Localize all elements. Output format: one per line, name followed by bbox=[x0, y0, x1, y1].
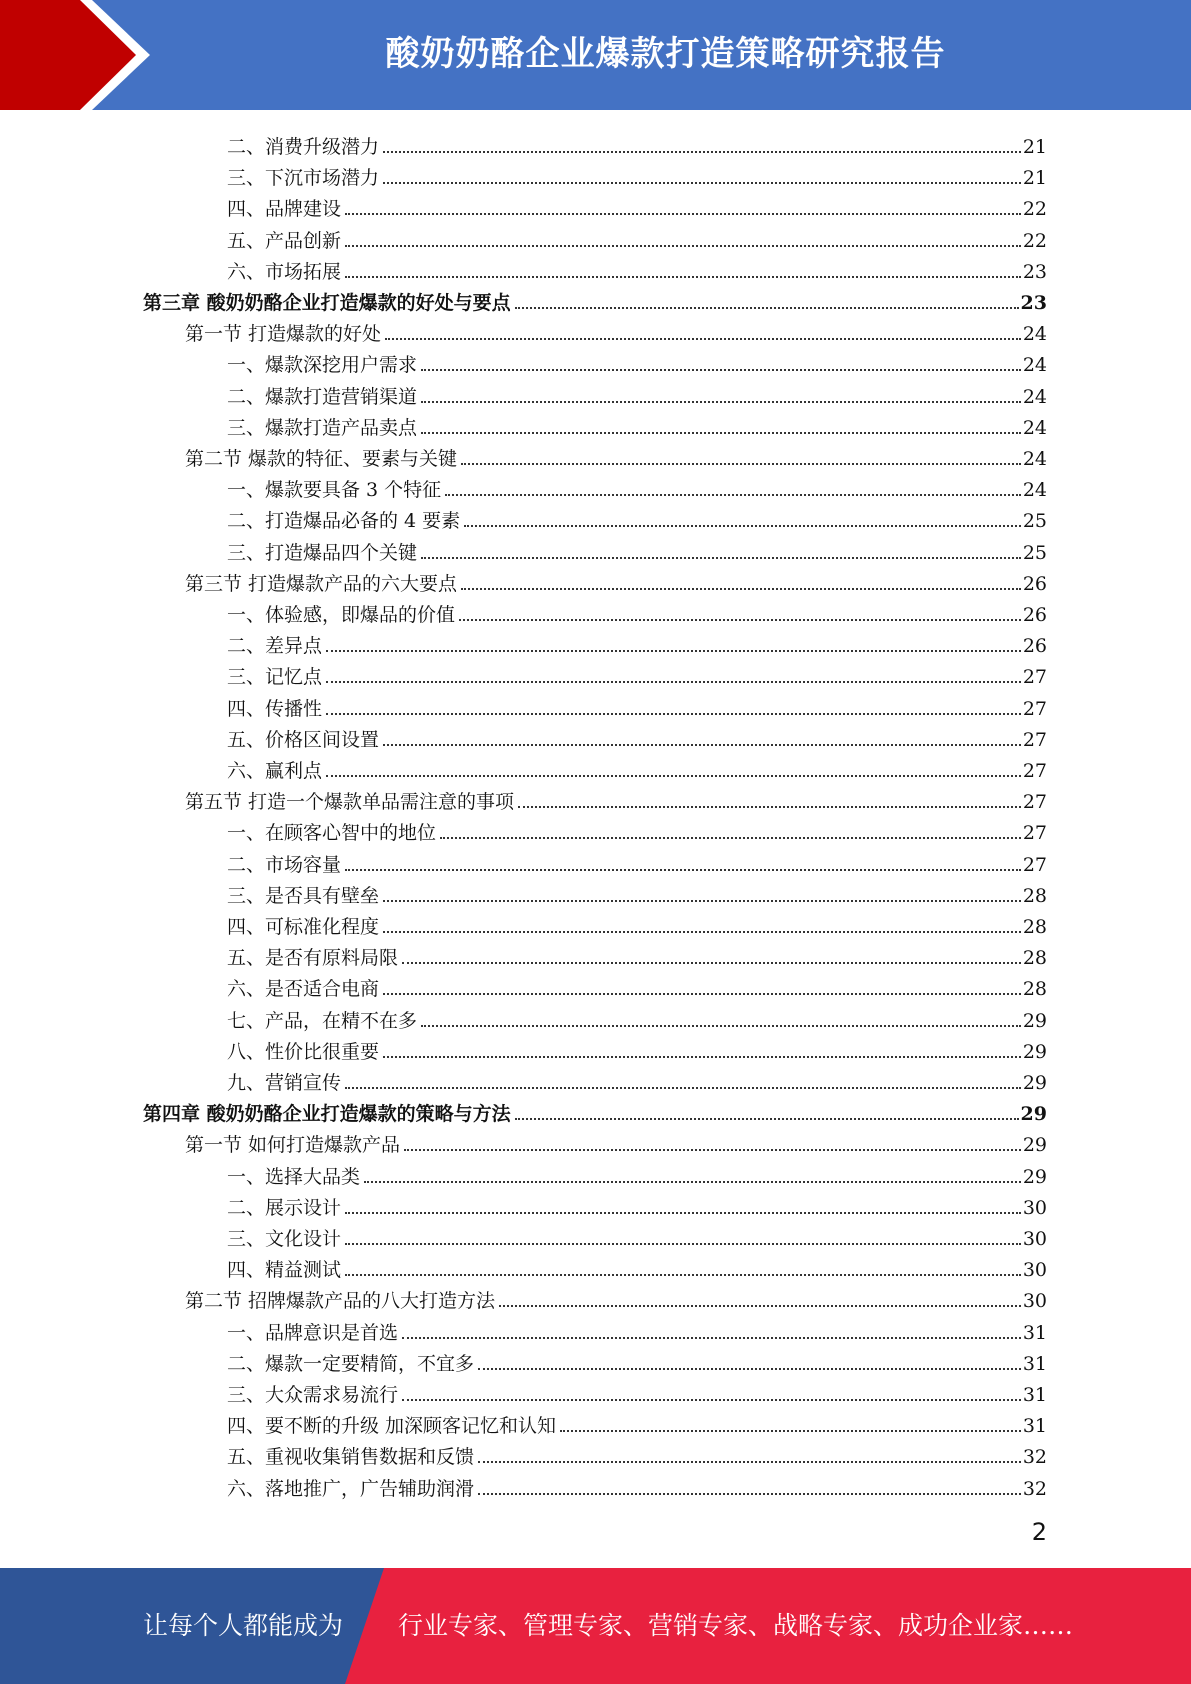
toc-entry-label: 三、打造爆品四个关键 bbox=[227, 542, 418, 564]
toc-entry-label: 五、是否有原料局限 bbox=[227, 947, 399, 969]
toc-entry[interactable] bbox=[227, 1469, 1047, 1500]
toc-entry[interactable] bbox=[227, 876, 1047, 907]
toc-entry-label: 四、精益测试 bbox=[227, 1259, 342, 1281]
toc-entry-label: 三、大众需求易流行 bbox=[227, 1384, 399, 1406]
toc-entry-label: 三、下沉市场潜力 bbox=[227, 167, 380, 189]
toc-entry-page: 21 bbox=[1022, 136, 1047, 158]
toc-entry[interactable] bbox=[227, 657, 1047, 688]
footer-slogan-left: 让每个人都能成为 bbox=[143, 1611, 344, 1640]
toc-entry[interactable] bbox=[185, 314, 1047, 345]
toc-entry-page: 29 bbox=[1022, 1041, 1047, 1063]
toc-entry-label: 一、爆款深挖用户需求 bbox=[227, 354, 418, 376]
toc-entry-page: 30 bbox=[1022, 1259, 1047, 1281]
toc-entry[interactable] bbox=[227, 470, 1047, 501]
toc-entry[interactable] bbox=[227, 408, 1047, 439]
toc-entry-label: 三、记忆点 bbox=[227, 666, 323, 688]
toc-entry-page: 27 bbox=[1022, 729, 1047, 751]
toc-entry-page: 27 bbox=[1022, 760, 1047, 782]
toc-entry[interactable] bbox=[227, 626, 1047, 657]
page-number: 2 bbox=[1031, 1518, 1047, 1546]
toc-entry-page: 29 bbox=[1022, 1010, 1047, 1032]
toc-entry[interactable] bbox=[227, 127, 1047, 158]
toc-entry-page: 26 bbox=[1022, 604, 1047, 626]
toc-entry-label: 七、产品，在精不在多 bbox=[227, 1010, 418, 1032]
toc-dot-leader bbox=[421, 557, 1021, 559]
toc-entry-label: 二、消费升级潜力 bbox=[227, 136, 380, 158]
toc-entry-page: 29 bbox=[1022, 1134, 1047, 1156]
toc-entry-page: 23 bbox=[1020, 292, 1047, 314]
toc-dot-leader bbox=[383, 151, 1021, 153]
toc-entry-label: 四、传播性 bbox=[227, 698, 323, 720]
toc-dot-leader bbox=[345, 1212, 1021, 1214]
toc-entry-page: 24 bbox=[1022, 417, 1047, 439]
toc-entry-label: 五、价格区间设置 bbox=[227, 729, 380, 751]
toc-entry-page: 26 bbox=[1022, 635, 1047, 657]
toc-entry-label: 六、落地推广，广告辅助润滑 bbox=[227, 1478, 475, 1500]
toc-entry[interactable] bbox=[227, 345, 1047, 376]
toc-dot-leader bbox=[383, 1056, 1021, 1058]
toc-entry-page: 27 bbox=[1022, 698, 1047, 720]
toc-entry-page: 24 bbox=[1022, 354, 1047, 376]
toc-entry[interactable] bbox=[227, 221, 1047, 252]
toc-entry[interactable] bbox=[143, 283, 1047, 314]
toc-entry-label: 二、打造爆品必备的 4 要素 bbox=[227, 510, 461, 532]
toc-entry-page: 28 bbox=[1022, 885, 1047, 907]
toc-entry[interactable] bbox=[227, 1375, 1047, 1406]
toc-dot-leader bbox=[478, 1461, 1021, 1463]
toc-entry-label: 六、是否适合电商 bbox=[227, 978, 380, 1000]
toc-dot-leader bbox=[345, 245, 1021, 247]
toc-entry-page: 24 bbox=[1022, 479, 1047, 501]
toc-entry[interactable] bbox=[227, 1157, 1047, 1188]
toc-entry[interactable] bbox=[185, 1125, 1047, 1156]
toc-entry[interactable] bbox=[227, 907, 1047, 938]
toc-entry[interactable] bbox=[227, 1188, 1047, 1219]
toc-entry-page: 22 bbox=[1022, 230, 1047, 252]
toc-entry[interactable] bbox=[227, 189, 1047, 220]
toc-entry[interactable] bbox=[227, 252, 1047, 283]
toc-entry-label: 二、差异点 bbox=[227, 635, 323, 657]
toc-entry-label: 第三章 酸奶奶酪企业打造爆款的好处与要点 bbox=[143, 292, 511, 314]
toc-entry-page: 30 bbox=[1022, 1290, 1047, 1312]
page-header bbox=[0, 0, 1191, 110]
toc-entry-page: 29 bbox=[1022, 1166, 1047, 1188]
toc-entry[interactable] bbox=[227, 689, 1047, 720]
toc-dot-leader bbox=[515, 307, 1019, 309]
toc-entry[interactable] bbox=[227, 377, 1047, 408]
toc-dot-leader bbox=[402, 1337, 1021, 1339]
toc-dot-leader bbox=[402, 962, 1021, 964]
toc-dot-leader bbox=[421, 1025, 1021, 1027]
toc-dot-leader bbox=[478, 1368, 1021, 1370]
toc-entry[interactable] bbox=[227, 1001, 1047, 1032]
toc-entry-page: 21 bbox=[1022, 167, 1047, 189]
toc-entry[interactable] bbox=[143, 1094, 1047, 1125]
toc-entry-label: 二、展示设计 bbox=[227, 1197, 342, 1219]
toc-entry-label: 三、爆款打造产品卖点 bbox=[227, 417, 418, 439]
toc-entry-label: 第二节 爆款的特征、要素与关键 bbox=[185, 448, 458, 470]
toc-entry-page: 30 bbox=[1022, 1228, 1047, 1250]
toc-entry-page: 31 bbox=[1022, 1415, 1047, 1437]
toc-entry-page: 25 bbox=[1022, 510, 1047, 532]
toc-entry-label: 二、市场容量 bbox=[227, 854, 342, 876]
toc-entry[interactable] bbox=[185, 564, 1047, 595]
toc-dot-leader bbox=[404, 1149, 1021, 1151]
toc-dot-leader bbox=[461, 463, 1021, 465]
toc-entry[interactable] bbox=[227, 938, 1047, 969]
toc-entry-page: 29 bbox=[1022, 1072, 1047, 1094]
toc-entry[interactable] bbox=[227, 1219, 1047, 1250]
toc-entry-page: 32 bbox=[1022, 1446, 1047, 1468]
toc-entry[interactable] bbox=[227, 1344, 1047, 1375]
toc-entry-page: 28 bbox=[1022, 916, 1047, 938]
toc-entry-label: 一、在顾客心智中的地位 bbox=[227, 822, 437, 844]
toc-entry-page: 25 bbox=[1022, 542, 1047, 564]
toc-dot-leader bbox=[440, 837, 1021, 839]
toc-entry[interactable] bbox=[227, 595, 1047, 626]
toc-entry[interactable] bbox=[185, 1281, 1047, 1312]
toc-entry[interactable] bbox=[185, 782, 1047, 813]
toc-dot-leader bbox=[364, 1181, 1021, 1183]
toc-entry-page: 24 bbox=[1022, 386, 1047, 408]
toc-entry-label: 一、选择大品类 bbox=[227, 1166, 361, 1188]
toc-entry-page: 31 bbox=[1022, 1384, 1047, 1406]
toc-entry-label: 一、体验感，即爆品的价值 bbox=[227, 604, 456, 626]
toc-entry-page: 28 bbox=[1022, 978, 1047, 1000]
toc-dot-leader bbox=[383, 993, 1021, 995]
toc-entry[interactable] bbox=[227, 969, 1047, 1000]
toc-dot-leader bbox=[402, 1399, 1021, 1401]
toc-entry[interactable] bbox=[227, 1032, 1047, 1063]
toc-entry-label: 第一节 打造爆款的好处 bbox=[185, 323, 382, 345]
toc-entry-label: 四、可标准化程度 bbox=[227, 916, 380, 938]
toc-dot-leader bbox=[326, 650, 1021, 652]
toc-entry-page: 27 bbox=[1022, 666, 1047, 688]
toc-dot-leader bbox=[345, 869, 1021, 871]
toc-entry-page: 22 bbox=[1022, 198, 1047, 220]
toc-entry-label: 一、品牌意识是首选 bbox=[227, 1322, 399, 1344]
toc-entry-page: 30 bbox=[1022, 1197, 1047, 1219]
toc-entry-page: 23 bbox=[1022, 261, 1047, 283]
toc-entry[interactable] bbox=[185, 439, 1047, 470]
toc-dot-leader bbox=[421, 401, 1021, 403]
toc-dot-leader bbox=[326, 713, 1021, 715]
toc-dot-leader bbox=[345, 276, 1021, 278]
toc-entry-label: 第五节 打造一个爆款单品需注意的事项 bbox=[185, 791, 515, 813]
toc-entry-label: 第二节 招牌爆款产品的八大打造方法 bbox=[185, 1290, 496, 1312]
toc-dot-leader bbox=[445, 494, 1021, 496]
toc-entry-label: 三、文化设计 bbox=[227, 1228, 342, 1250]
toc-entry[interactable] bbox=[227, 1437, 1047, 1468]
toc-entry-page: 31 bbox=[1022, 1322, 1047, 1344]
toc-entry[interactable] bbox=[227, 1063, 1047, 1094]
toc-entry-label: 六、市场拓展 bbox=[227, 261, 342, 283]
toc-entry-page: 27 bbox=[1022, 854, 1047, 876]
toc-entry-page: 32 bbox=[1022, 1478, 1047, 1500]
toc-entry[interactable] bbox=[227, 1313, 1047, 1344]
toc-entry-label: 六、赢利点 bbox=[227, 760, 323, 782]
toc-entry[interactable] bbox=[227, 533, 1047, 564]
toc-entry-label: 二、爆款打造营销渠道 bbox=[227, 386, 418, 408]
footer-slogan-right: 行业专家、管理专家、营销专家、战略专家、成功企业家…… bbox=[398, 1611, 1074, 1640]
toc-entry-page: 28 bbox=[1022, 947, 1047, 969]
toc-entry-label: 第四章 酸奶奶酪企业打造爆款的策略与方法 bbox=[143, 1103, 511, 1125]
toc-dot-leader bbox=[478, 1493, 1021, 1495]
toc-dot-leader bbox=[383, 182, 1021, 184]
toc-entry-page: 31 bbox=[1022, 1353, 1047, 1375]
toc-entry[interactable] bbox=[227, 158, 1047, 189]
toc-dot-leader bbox=[459, 619, 1021, 621]
toc-entry-label: 一、爆款要具备 3 个特征 bbox=[227, 479, 442, 501]
toc-dot-leader bbox=[385, 338, 1021, 340]
toc-dot-leader bbox=[345, 1274, 1021, 1276]
page-title: 酸奶奶酪企业爆款打造策略研究报告 bbox=[385, 34, 946, 74]
page-footer bbox=[0, 1568, 1191, 1684]
toc-entry[interactable] bbox=[227, 751, 1047, 782]
toc-entry-label: 四、品牌建设 bbox=[227, 198, 342, 220]
toc-entry[interactable] bbox=[227, 845, 1047, 876]
toc-dot-leader bbox=[464, 525, 1021, 527]
toc-dot-leader bbox=[345, 1087, 1021, 1089]
toc-entry-page: 29 bbox=[1020, 1103, 1047, 1125]
toc-dot-leader bbox=[515, 1118, 1019, 1120]
toc-dot-leader bbox=[421, 432, 1021, 434]
toc-entry[interactable] bbox=[227, 813, 1047, 844]
toc-entry-label: 九、营销宣传 bbox=[227, 1072, 342, 1094]
toc-entry-page: 27 bbox=[1022, 822, 1047, 844]
toc-entry[interactable] bbox=[227, 501, 1047, 532]
toc-entry[interactable] bbox=[227, 1250, 1047, 1281]
toc-dot-leader bbox=[345, 1243, 1021, 1245]
toc-dot-leader bbox=[383, 900, 1021, 902]
toc-entry-page: 24 bbox=[1022, 323, 1047, 345]
toc-entry-label: 五、重视收集销售数据和反馈 bbox=[227, 1446, 475, 1468]
toc-entry-label: 三、是否具有壁垒 bbox=[227, 885, 380, 907]
toc-dot-leader bbox=[326, 775, 1021, 777]
toc-dot-leader bbox=[326, 681, 1021, 683]
toc-entry-label: 八、性价比很重要 bbox=[227, 1041, 380, 1063]
toc-dot-leader bbox=[461, 588, 1021, 590]
toc-dot-leader bbox=[421, 369, 1021, 371]
toc-dot-leader bbox=[560, 1430, 1021, 1432]
toc-dot-leader bbox=[345, 213, 1021, 215]
toc-dot-leader bbox=[383, 744, 1021, 746]
toc-entry-label: 二、爆款一定要精简，不宜多 bbox=[227, 1353, 475, 1375]
toc-entry[interactable] bbox=[227, 1406, 1047, 1437]
toc-entry[interactable] bbox=[227, 720, 1047, 751]
toc-entry-label: 第三节 打造爆款产品的六大要点 bbox=[185, 573, 458, 595]
toc-entry-page: 27 bbox=[1022, 791, 1047, 813]
toc-entry-label: 五、产品创新 bbox=[227, 230, 342, 252]
toc-entry-page: 24 bbox=[1022, 448, 1047, 470]
toc-entry-label: 四、要不断的升级 加深顾客记忆和认知 bbox=[227, 1415, 557, 1437]
toc-dot-leader bbox=[518, 806, 1021, 808]
toc-entry-label: 第一节 如何打造爆款产品 bbox=[185, 1134, 401, 1156]
toc-dot-leader bbox=[383, 931, 1021, 933]
toc-entry-page: 26 bbox=[1022, 573, 1047, 595]
toc-dot-leader bbox=[499, 1305, 1021, 1307]
